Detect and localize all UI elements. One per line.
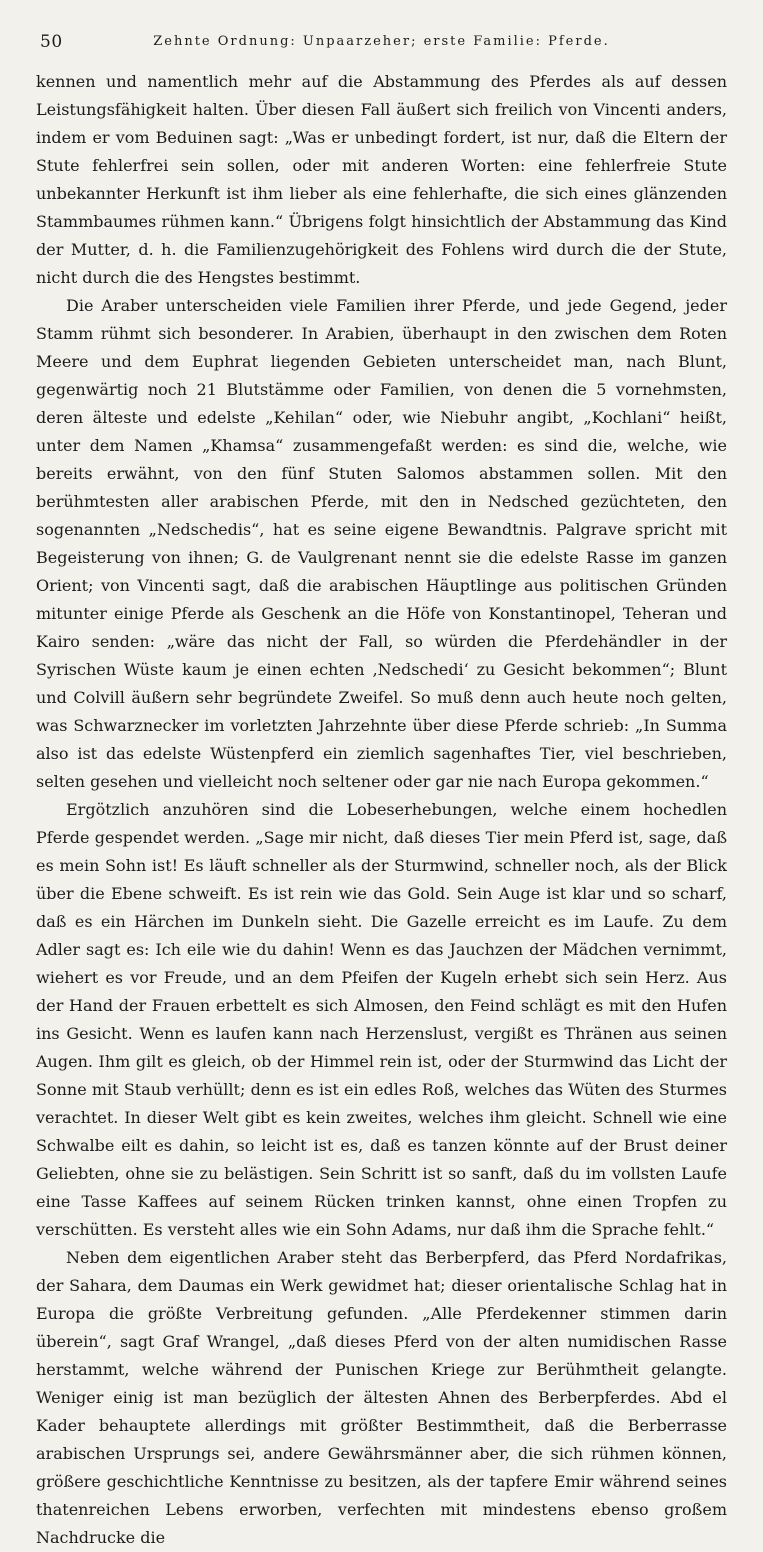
page-number: 50 <box>40 32 63 52</box>
body-text <box>36 68 727 1552</box>
page-header <box>36 30 727 60</box>
running-title: Zehnte Ordnung: Unpaarzeher; erste Familie: Pferde. <box>153 34 610 49</box>
paragraph-4: Neben dem eigentlichen Araber steht das Berberpferd, das Pferd Nordafrikas, der Sahara, dem Daumas ein Werk gewidmet hat; dieser orientalische Schlag hat in Europa die größte Verbreitung gefunden. „Alle Pferdekenner stimmen darin überein“, sagt Graf Wrangel, „daß dieses Pferd von der alten numidischen Rasse herstammt, welche während der Punischen Kriege zur Berühmtheit gelangte. Weniger einig ist man bezüglich der ältesten Ahnen des Berberpferdes. Abd el Kader behauptete allerdings mit größter Bestimmtheit, daß die Berberrasse arabischen Ursprungs sei, andere Gewährsmänner aber, die sich rühmen können, größere geschichtliche Kenntnisse zu besitzen, als der tapfere Emir während seines thatenreichen Lebens erworben, verfechten mit mindestens ebenso großem Nachdrucke die <box>36 1248 727 1547</box>
paragraph-2: Die Araber unterscheiden viele Familien ihrer Pferde, und jede Gegend, jeder Stamm rühmt sich besonderer. In Arabien, überhaupt in den zwischen dem Roten Meere und dem Euphrat liegenden Gebieten unterscheidet man, nach Blunt, gegenwärtig noch 21 Blutstämme oder Familien, von denen die 5 vornehmsten, deren älteste und edelste „Kehilan“ oder, wie Niebuhr angibt, „Kochlani“ heißt, unter dem Namen „Khamsa“ zusammengefaßt werden: es sind die, welche, wie bereits erwähnt, von den fünf Stuten Salomos abstammen sollen. Mit den berühmtesten aller arabischen Pferde, mit den in Nedsched gezüchteten, den sogenannten „Nedschedis“, hat es seine eigene Bewandtnis. Palgrave spricht mit Begeisterung von ihnen; G. de Vaulgrenant nennt sie die edelste Rasse im ganzen Orient; von Vincenti sagt, daß die arabischen Häuptlinge aus politischen Gründen mitunter einige Pferde als Geschenk an die Höfe von Konstantinopel, Teheran und Kairo senden: „wäre das nicht der Fall, so würden die Pferdehändler in der Syrischen Wüste kaum je einen echten ‚Nedschedi‘ zu Gesicht bekommen“; Blunt und Colvill äußern sehr begründete Zweifel. So muß denn auch heute noch gelten, was Schwarznecker im vorletzten Jahrzehnte über diese Pferde schrieb: „In Summa also ist das edelste Wüstenpferd ein ziemlich sagenhaftes Tier, viel beschrieben, selten gesehen und vielleicht noch seltener oder gar nie nach Europa gekommen.“ <box>36 296 727 791</box>
paragraph-3: Ergötzlich anzuhören sind die Lobeserhebungen, welche einem hochedlen Pferde gespendet werden. „Sage mir nicht, daß dieses Tier mein Pferd ist, sage, daß es mein Sohn ist! Es läuft schneller als der Sturmwind, schneller noch, als der Blick über die Ebene schweift. Es ist rein wie das Gold. Sein Auge ist klar und so scharf, daß es ein Härchen im Dunkeln sieht. Die Gazelle erreicht es im Laufe. Zu dem Adler sagt es: Ich eile wie du dahin! Wenn es das Jauchzen der Mädchen vernimmt, wiehert es vor Freude, und an dem Pfeifen der Kugeln erhebt sich sein Herz. Aus der Hand der Frauen erbettelt es sich Almosen, den Feind schlägt es mit den Hufen ins Gesicht. Wenn es laufen kann nach Herzenslust, vergißt es Thränen aus seinen Augen. Ihm gilt es gleich, ob der Himmel rein ist, oder der Sturmwind das Licht der Sonne mit Staub verhüllt; denn es ist ein edles Roß, welches das Wüten des Sturmes verachtet. In dieser Welt gibt es kein zweites, welches ihm gleicht. Schnell wie eine Schwalbe eilt es dahin, so leicht ist es, daß es tanzen könnte auf der Brust deiner Geliebten, ohne sie zu belästigen. Sein Schritt ist so sanft, daß du im vollsten Laufe eine Tasse Kaffees auf seinem Rücken trinken kannst, ohne einen Tropfen zu verschütten. Es versteht alles wie ein Sohn Adams, nur daß ihm die Sprache fehlt.“ <box>36 800 727 1239</box>
paragraph-1: kennen und namentlich mehr auf die Abstammung des Pferdes als auf dessen Leistungsfähigkeit halten. Über diesen Fall äußert sich freilich von Vincenti anders, indem er vom Beduinen sagt: „Was er unbedingt fordert, ist nur, daß die Eltern der Stute fehlerfrei sein sollen, oder mit anderen Worten: eine fehlerfreie Stute unbekannter Herkunft ist ihm lieber als eine fehlerhafte, die sich eines glänzenden Stammbaumes rühmen kann.“ Übrigens folgt hinsichtlich der Abstammung das Kind der Mutter, d. h. die Familienzugehörigkeit des Fohlens wird durch die der Stute, nicht durch die des Hengstes bestimmt. <box>36 72 727 287</box>
